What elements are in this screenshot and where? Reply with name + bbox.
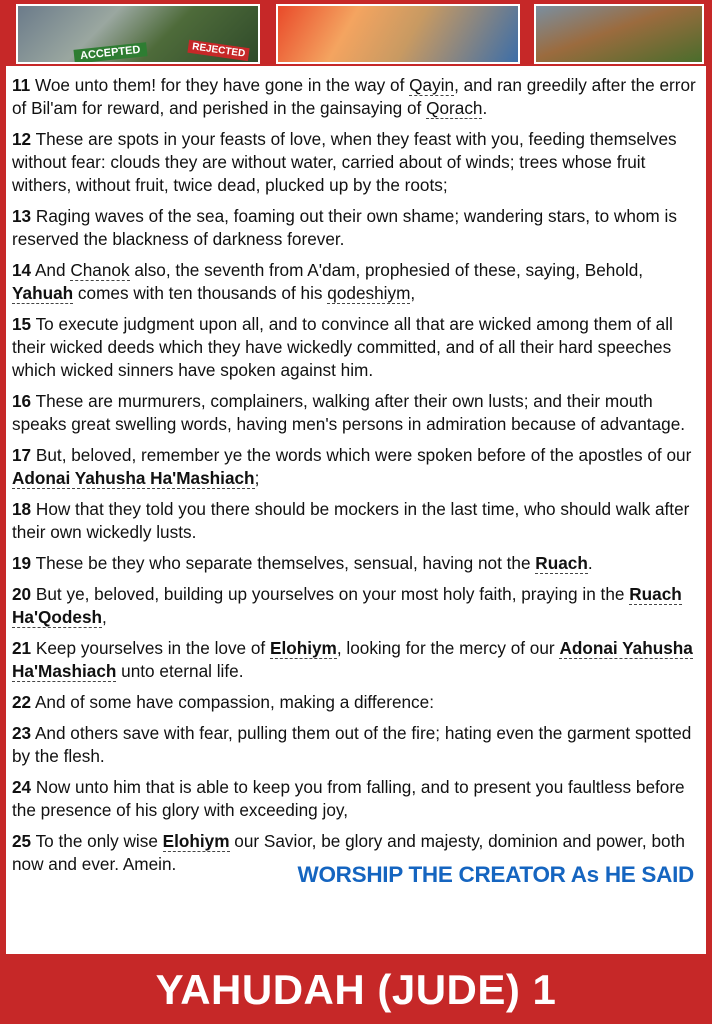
verse-text: And [31, 260, 71, 280]
glossary-term[interactable]: Adonai Yahusha Ha'Mashiach [12, 468, 255, 488]
verse-number: 20 [12, 584, 32, 604]
verse-number: 25 [12, 831, 32, 851]
verse-number: 13 [12, 206, 32, 226]
top-banner [0, 0, 712, 66]
verse-number: 14 [12, 260, 32, 280]
verse-text: also, the seventh from A'dam, prophesied of these, saying, Behold, [129, 260, 644, 280]
verse-22 [12, 691, 700, 714]
chapter-title: YAHUDAH (JUDE) 1 [155, 966, 557, 1013]
verse-text: Woe unto them! for they have gone in the way of [30, 75, 410, 95]
image-cain-striking-abel [534, 4, 704, 64]
verse-text: unto eternal life. [116, 661, 244, 681]
verse-number: 16 [12, 391, 32, 411]
verse-text: These be they who separate themselves, sensual, having not the [31, 553, 536, 573]
verse-text: And of some have compassion, making a difference: [31, 692, 434, 712]
verse-text: How that they told you there should be mockers in the last time, who should walk after their own wickedly lusts. [12, 499, 690, 542]
verse-18 [12, 498, 700, 544]
verse-number: 11 [12, 75, 31, 95]
verse-text: , and ran greedily after the error of Bil'am for reward, and perished in the gainsaying of [12, 75, 696, 118]
verse-20 [12, 583, 700, 629]
verse-text: These are murmurers, complainers, walking after their own lusts; and their mouth speaks great swelling words, having men's persons in admiration because of advantage. [12, 391, 686, 434]
verse-text: our Savior, be glory and majesty, dominion and power, both now and ever. Amein. [12, 831, 685, 874]
verse-text: , [102, 607, 107, 627]
verse-text: These are spots in your feasts of love, when they feast with you, feeding themselves without fear: clouds they are without water, carried about of winds; trees whose fruit withers, without fruit, twice dead, plucked up by the roots; [12, 129, 677, 195]
verse-text: To execute judgment upon all, and to convince all that are wicked among them of all their wicked deeds which they have wickedly committed, and of all their hard speeches which wicked sinners have spoken against him. [12, 314, 673, 380]
verse-number: 17 [12, 445, 32, 465]
verse-number: 15 [12, 314, 32, 334]
verse-text: comes with ten thousands of his [73, 283, 328, 303]
rejected-badge: REJECTED [187, 40, 250, 61]
verse-21 [12, 637, 700, 683]
glossary-term[interactable]: Adonai Yahusha Ha'Mashiach [12, 638, 693, 681]
verse-number: 18 [12, 499, 32, 519]
verse-text: And others save with fear, pulling them out of the fire; hating even the garment spotted by the flesh. [12, 723, 692, 766]
tagline: WORSHIP THE CREATOR As HE SAID [297, 862, 694, 887]
glossary-term[interactable]: Elohiym [269, 638, 337, 658]
verse-number: 23 [12, 723, 32, 743]
verse-text: . [482, 98, 488, 118]
verse-15 [12, 313, 700, 382]
verse-14 [12, 259, 700, 305]
verse-19 [12, 552, 700, 575]
glossary-term[interactable]: Ruach [535, 553, 588, 573]
verse-number: 22 [12, 692, 32, 712]
verse-number: 12 [12, 129, 32, 149]
verse-number: 19 [12, 553, 32, 573]
verse-13 [12, 205, 700, 251]
glossary-term[interactable]: Ruach Ha'Qodesh [12, 584, 682, 627]
verse-text: To the only wise [31, 831, 163, 851]
glossary-term[interactable]: Chanok [70, 260, 130, 280]
verse-number: 24 [12, 777, 32, 797]
verse-text: ; [254, 468, 260, 488]
verse-17 [12, 444, 700, 490]
verse-text: But, beloved, remember ye the words which were spoken before of the apostles of our [31, 445, 692, 465]
verse-text: Now unto him that is able to keep you from falling, and to present you faultless before the presence of his glory with exceeding joy, [12, 777, 685, 820]
verse-text: , [410, 283, 416, 303]
glossary-term[interactable]: Yahuah [12, 283, 74, 303]
verse-text: Keep yourselves in the love of [31, 638, 270, 658]
scripture-page [6, 66, 706, 954]
verse-23 [12, 722, 700, 768]
glossary-term[interactable]: qodeshiym [327, 283, 411, 303]
verse-11 [12, 74, 700, 120]
verse-list [12, 74, 700, 876]
image-cain-and-abel [276, 4, 520, 64]
verse-number: 21 [12, 638, 32, 658]
glossary-term[interactable]: Qorach [426, 98, 483, 118]
verse-text: . [587, 553, 593, 573]
verse-text: But ye, beloved, building up yourselves on your most holy faith, praying in the [31, 584, 630, 604]
verse-text: Raging waves of the sea, foaming out their own shame; wandering stars, to whom is reserved the blackness of darkness forever. [12, 206, 677, 249]
verse-24 [12, 776, 700, 822]
glossary-term[interactable]: Elohiym [162, 831, 230, 851]
verse-text: , looking for the mercy of our [336, 638, 560, 658]
glossary-term[interactable]: Qayin [409, 75, 455, 95]
verse-12 [12, 128, 700, 197]
accepted-badge: ACCEPTED [73, 42, 147, 64]
verse-16 [12, 390, 700, 436]
image-accepted-rejected-offerings [16, 4, 260, 64]
